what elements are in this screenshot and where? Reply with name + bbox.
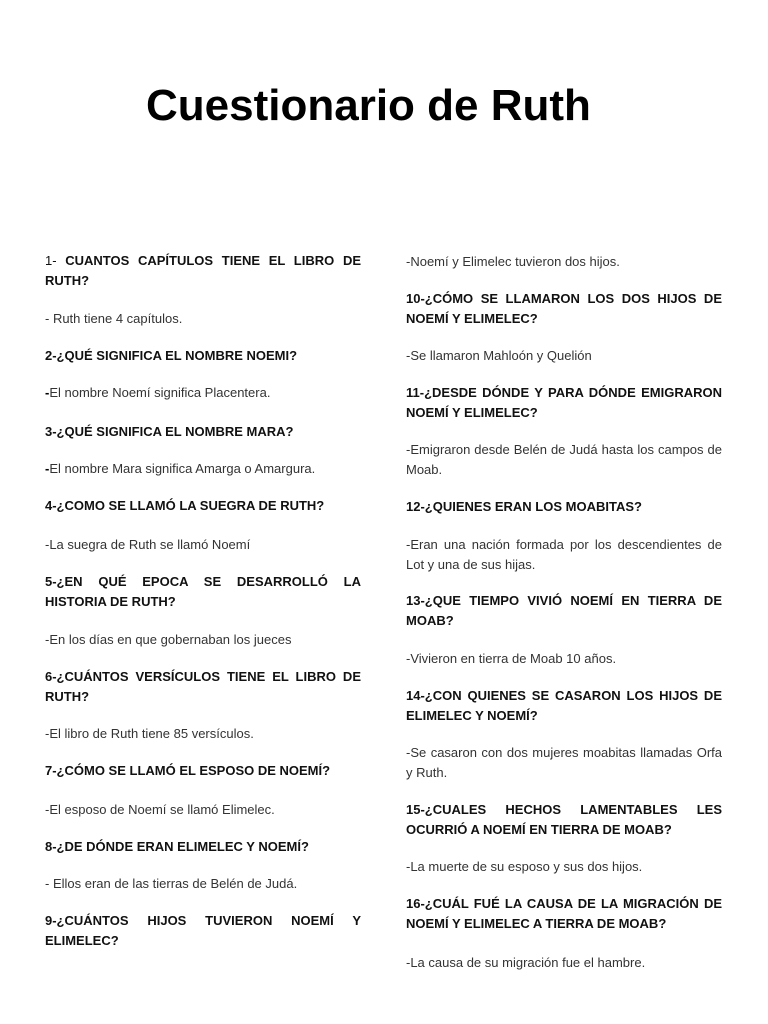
question-number: 1-	[45, 253, 66, 268]
question-13: 13-¿QUE TIEMPO VIVIÓ NOEMÍ EN TIERRA DE MOAB?	[406, 593, 722, 628]
question-11: 11-¿DESDE DÓNDE Y PARA DÓNDE EMIGRARON NOEMÍ Y ELIMELEC?	[406, 385, 722, 420]
page-title: Cuestionario de Ruth	[146, 81, 591, 130]
answer-4: -La suegra de Ruth se llamó Noemí	[45, 537, 251, 552]
answer-6: -El libro de Ruth tiene 85 versículos.	[45, 726, 254, 741]
answer-9: -Noemí y Elimelec tuvieron dos hijos.	[406, 254, 620, 269]
answer-10: -Se llamaron Mahloón y Quelión	[406, 348, 592, 363]
answer-14: -Se casaron con dos mujeres moabitas llamadas Orfa y Ruth.	[406, 745, 722, 780]
question-8: 8-¿DE DÓNDE ERAN ELIMELEC Y NOEMÍ?	[45, 839, 309, 854]
question-14: 14-¿CON QUIENES SE CASARON LOS HIJOS DE ELIMELEC Y NOEMÍ?	[406, 688, 722, 723]
question-6: 6-¿CUÁNTOS VERSÍCULOS TIENE EL LIBRO DE RUTH?	[45, 669, 361, 704]
answer-5: -En los días en que gobernaban los jueces	[45, 632, 292, 647]
question-10: 10-¿CÓMO SE LLAMARON LOS DOS HIJOS DE NOEMÍ Y ELIMELEC?	[406, 291, 722, 326]
answer-text: El nombre Mara significa Amarga o Amargura.	[49, 461, 316, 476]
question-12: 12-¿QUIENES ERAN LOS MOABITAS?	[406, 499, 642, 514]
question-text: CUANTOS CAPÍTULOS TIENE EL LIBRO DE RUTH?	[45, 253, 361, 288]
answer-11: -Emigraron desde Belén de Judá hasta los campos de Moab.	[406, 442, 722, 477]
answer-15: -La muerte de su esposo y sus dos hijos.	[406, 859, 643, 874]
answer-1: - Ruth tiene 4 capítulos.	[45, 311, 183, 326]
answer-7: -El esposo de Noemí se llamó Elimelec.	[45, 802, 275, 817]
question-15: 15-¿CUALES HECHOS LAMENTABLES LES OCURRIÓ A NOEMÍ EN TIERRA DE MOAB?	[406, 802, 722, 837]
question-7: 7-¿CÓMO SE LLAMÓ EL ESPOSO DE NOEMÍ?	[45, 763, 331, 778]
answer-dash: -	[45, 461, 50, 476]
answer-text: El nombre Noemí significa Placentera.	[49, 385, 271, 400]
answer-dash: -	[45, 385, 50, 400]
answer-8: - Ellos eran de las tierras de Belén de Judá.	[45, 876, 298, 891]
question-4: 4-¿COMO SE LLAMÓ LA SUEGRA DE RUTH?	[45, 498, 325, 513]
question-16: 16-¿CUÁL FUÉ LA CAUSA DE LA MIGRACIÓN DE NOEMÍ Y ELIMELEC A TIERRA DE MOAB?	[406, 896, 722, 931]
question-3: 3-¿QUÉ SIGNIFICA EL NOMBRE MARA?	[45, 424, 294, 439]
answer-2	[45, 383, 361, 403]
question-9: 9-¿CUÁNTOS HIJOS TUVIERON NOEMÍ Y ELIMELEC?	[45, 913, 361, 948]
answer-16: -La causa de su migración fue el hambre.	[406, 955, 646, 970]
answer-3	[45, 459, 361, 479]
question-5: 5-¿EN QUÉ EPOCA SE DESARROLLÓ LA HISTORIA DE RUTH?	[45, 574, 361, 609]
answer-13: -Vivieron en tierra de Moab 10 años.	[406, 651, 617, 666]
question-2: 2-¿QUÉ SIGNIFICA EL NOMBRE NOEMI?	[45, 348, 298, 363]
answer-12: -Eran una nación formada por los descendientes de Lot y una de sus hijas.	[406, 537, 722, 572]
question-1	[45, 251, 361, 291]
